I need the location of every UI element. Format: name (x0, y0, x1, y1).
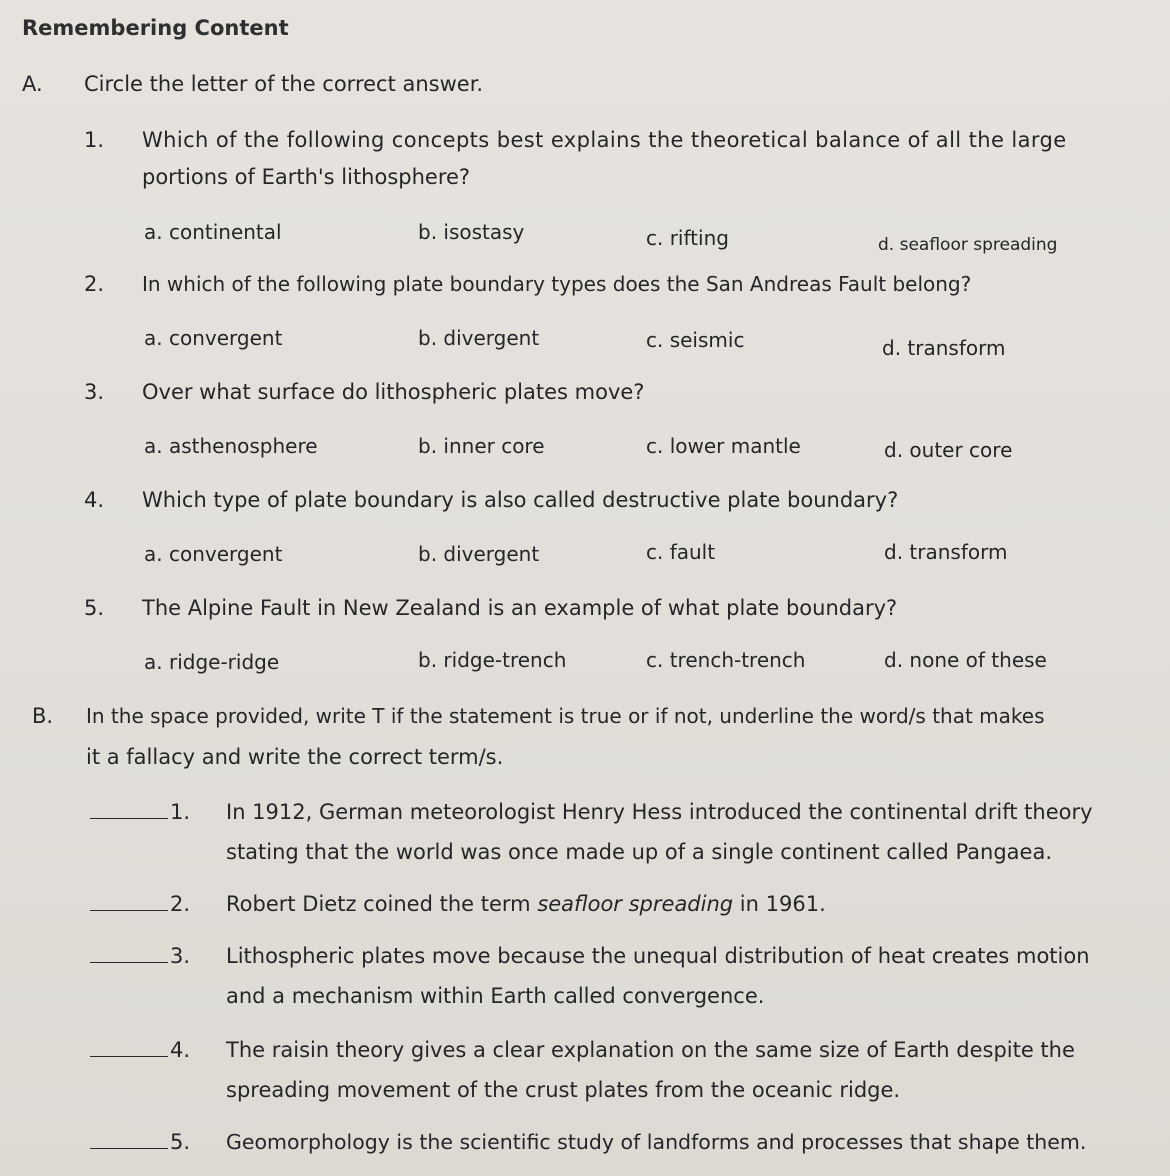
answer-blank[interactable] (90, 800, 168, 819)
answer-option[interactable]: b. divergent (418, 326, 540, 350)
answer-blank[interactable] (90, 1130, 168, 1149)
statement-italic-term: seafloor spreading (537, 892, 734, 916)
question-number: 5. (84, 596, 105, 620)
answer-option[interactable]: c. trench-trench (646, 648, 806, 672)
question-number: 1. (84, 128, 105, 152)
part-a-instruction: Circle the letter of the correct answer. (84, 72, 484, 96)
statement-number: 4. (170, 1038, 191, 1062)
answer-option[interactable]: d. none of these (884, 648, 1047, 672)
statement-text: In 1912, German meteorologist Henry Hess introduced the continental drift theory (226, 800, 1093, 824)
part-b-label: B. (32, 704, 54, 728)
statement-text: stating that the world was once made up of a single continent called Pangaea. (226, 840, 1053, 864)
statement-number: 2. (170, 892, 191, 916)
answer-option[interactable]: d. outer core (884, 438, 1013, 462)
statement-text: The raisin theory gives a clear explanation on the same size of Earth despite the (226, 1038, 1075, 1062)
answer-option[interactable]: b. isostasy (418, 220, 525, 244)
answer-option[interactable]: c. fault (646, 540, 716, 564)
answer-blank[interactable] (90, 944, 168, 963)
question-number: 2. (84, 272, 105, 296)
statement-text: and a mechanism within Earth called convergence. (226, 984, 765, 1008)
answer-option[interactable]: a. asthenosphere (144, 434, 318, 458)
question-number: 4. (84, 488, 105, 512)
question-text: The Alpine Fault in New Zealand is an example of what plate boundary? (142, 596, 898, 620)
question-text: In which of the following plate boundary types does the San Andreas Fault belong? (142, 272, 972, 296)
answer-option[interactable]: c. seismic (646, 328, 745, 352)
answer-option[interactable]: b. inner core (418, 434, 545, 458)
question-text: Over what surface do lithospheric plates move? (142, 380, 645, 404)
answer-option[interactable]: a. ridge-ridge (144, 650, 280, 674)
answer-option[interactable]: b. ridge-trench (418, 648, 567, 672)
answer-option[interactable]: a. convergent (144, 326, 283, 350)
answer-option[interactable]: a. convergent (144, 542, 283, 566)
answer-option[interactable]: b. divergent (418, 542, 540, 566)
statement-text: Robert Dietz coined the term seafloor spreading in 1961. (226, 892, 826, 916)
statement-text: Lithospheric plates move because the unequal distribution of heat creates motion (226, 944, 1090, 968)
statement-number: 5. (170, 1130, 191, 1154)
question-text: Which type of plate boundary is also called destructive plate boundary? (142, 488, 899, 512)
statement-text: spreading movement of the crust plates from the oceanic ridge. (226, 1078, 901, 1102)
question-number: 3. (84, 380, 105, 404)
answer-option[interactable]: a. continental (144, 220, 282, 244)
answer-option[interactable]: d. seafloor spreading (878, 235, 1058, 255)
question-text: portions of Earth's lithosphere? (142, 165, 471, 189)
part-b-instruction: it a fallacy and write the correct term/s. (86, 745, 504, 769)
answer-option[interactable]: d. transform (884, 540, 1008, 564)
answer-blank[interactable] (90, 1038, 168, 1057)
answer-option[interactable]: c. lower mantle (646, 434, 801, 458)
statement-number: 1. (170, 800, 191, 824)
part-a-label: A. (22, 72, 43, 96)
part-b-instruction: In the space provided, write T if the statement is true or if not, underline the word/s that makes (86, 704, 1045, 728)
statement-text: Geomorphology is the scientific study of landforms and processes that shape them. (226, 1130, 1087, 1154)
answer-blank[interactable] (90, 892, 168, 911)
question-text: Which of the following concepts best explains the theoretical balance of all the large (142, 128, 1067, 152)
statement-number: 3. (170, 944, 191, 968)
page-title: Remembering Content (22, 16, 289, 40)
answer-option[interactable]: c. rifting (646, 226, 729, 250)
answer-option[interactable]: d. transform (882, 336, 1006, 360)
